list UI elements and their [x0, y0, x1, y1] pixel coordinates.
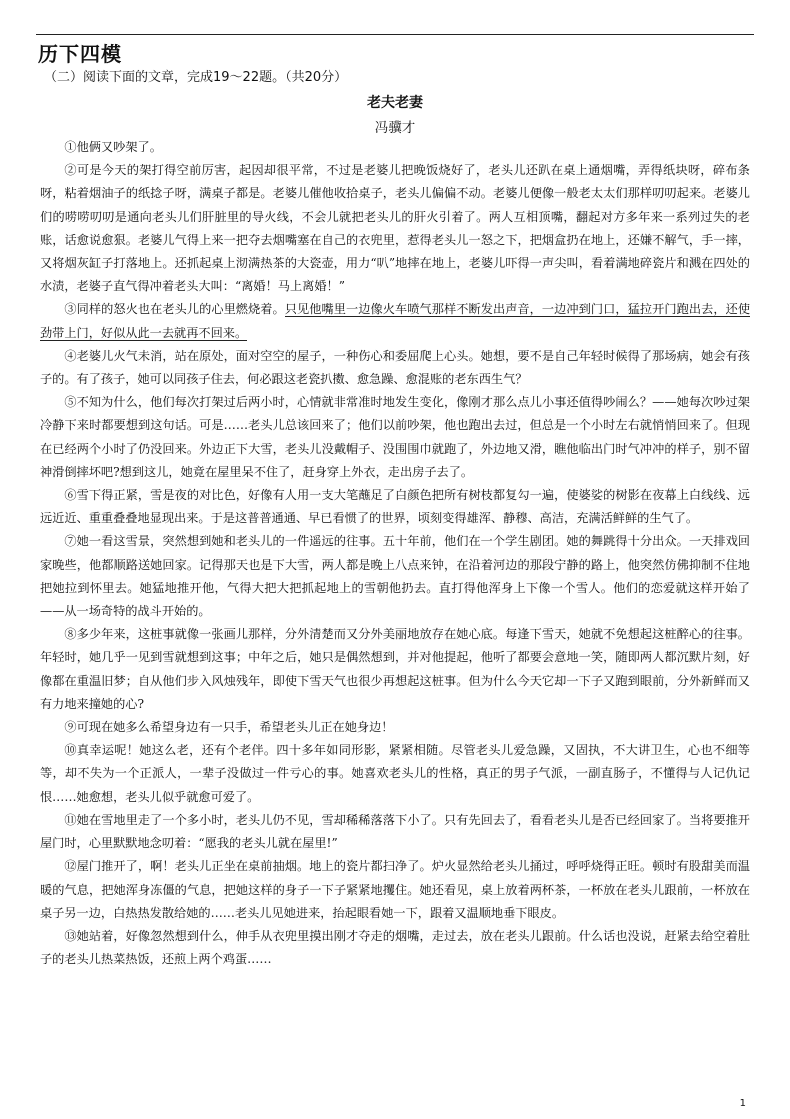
- paragraph-12: ⑫屋门推开了，啊！老头儿正坐在桌前抽烟。地上的瓷片都扫净了。炉火显然给老头儿捅过，呼呼烧得正旺。顿时有股甜美而温暖的气息，把她浑身冻僵的气息，把她这样的身子一下子紧紧地攫住。她还看见，桌上放着两杯茶，一杯放在老头儿跟前，一杯放在桌子另一边，白热热发散给她的……老头儿见她进来，抬起眼看她一下，跟着又温顺地垂下眼皮。: [40, 859, 750, 920]
- paragraph-3: [40, 298, 750, 344]
- paragraph-3-lead: ③同样的怒火也在老头儿的心里燃烧着。: [64, 302, 285, 317]
- exam-header: 历下四模: [38, 42, 122, 66]
- header-rule: [36, 34, 754, 35]
- underlined-sentence: 只见他嘴里一边像火车喷气那样不断发出声音，一边冲到门口，猛拉开门跑出去，还使劲带上门，好似从此一去就再不回来。: [40, 302, 751, 340]
- paragraph-5: ⑤不知为什么，他们每次打架过后两小时，心情就非常准时地发生变化，像刚才那么点儿小事还值得吵闹么？——她每次吵过架冷静下来时都要想到这句话。可是……老头儿总该回来了；他们以前吵架，他也跑出去过，但总是一个小时左右就悄悄回来了。但现在已经两个小时了仍没回来。外边正下大雪，老头儿没戴帽子、没围围巾就跑了，外边地又滑，瞧他临出门时气冲冲的样子，别不留神滑倒摔坏吧?想到这儿，她竟在屋里呆不住了，赶身穿上外衣，走出房子去了。: [40, 395, 750, 479]
- paragraph-2: ②可是今天的架打得空前厉害，起因却很平常，不过是老婆儿把晚饭烧好了，老头儿还趴在桌上通烟嘴，弄得纸块呀，碎布条呀，粘着烟油子的纸捻子呀，满桌子都是。老婆儿催他收拾桌子，老头儿偏偏不动。老婆儿便像一般老太太们那样叨叨起来。老婆儿们的唠唠叨叨是通向老头儿们肝脏里的导火线，不会儿就把老头儿的肝火引着了。两人互相顶嘴，翻起对方多年来一系列过失的老账，话愈说愈狠。老婆儿气得上来一把夺去烟嘴塞在自己的衣兜里，惹得老头儿一怒之下，把烟盒扔在地上，还嫌不解气，手一摔，又将烟灰缸子打落地上。还抓起桌上沏满热茶的大瓷壶，用力“叭”地摔在地上，老婆儿吓得一声尖叫，看着满地碎瓷片和溅在四处的水渍，老婆子直气得冲着老头大叫：“离婚！马上离婚！”: [40, 163, 750, 294]
- paragraph-8: ⑧多少年来，这桩事就像一张画儿那样，分外清楚而又分外美丽地放存在她心底。每逢下雪天，她就不免想起这桩醉心的往事。年轻时，她几乎一见到雪就想到这事；中年之后，她只是偶然想到，并对他提起，他听了都要会意地一笑，随即两人都沉默片刻，好像都在重温旧梦；自从他们步入风烛残年，即使下雪天气也很少再想起这桩事。但为什么今天它却一下子又跑到眼前，分外新鲜而又有力地来撞她的心?: [40, 627, 750, 711]
- paragraph-1: ①他俩又吵架了。: [64, 140, 162, 154]
- paragraph-6: ⑥雪下得正紧，雪是夜的对比色，好像有人用一支大笔蘸足了白颜色把所有树枝都复勾一遍，使婆娑的树影在夜幕上白线线、远远近近、重重叠叠地显现出来。于是这普普通通、早已看惯了的世界，顷刻变得雄浑、静穆、高洁，充满活鲜鲜的生气了。: [40, 488, 750, 526]
- page-number: 1: [739, 1098, 746, 1109]
- question-instructions: （二）阅读下面的文章，完成19～22题。（共20分）: [44, 70, 348, 85]
- article-author: 冯骥才: [374, 120, 416, 136]
- paragraph-7: ⑦她一看这雪景，突然想到她和老头儿的一件遥远的往事。五十年前，他们在一个学生剧团。她的舞跳得十分出众。一天排戏回家晚些，他都顺路送她回家。记得那天也是下大雪，两人都是晚上八点来钟，在沿着河边的那段宁静的路上，他突然仿佛抑制不住地把她拉到怀里去。她猛地推开他，气得大把大把抓起地上的雪朝他扔去。直打得他浑身上下像一个雪人。他们的恋爱就这样开始了——从一场奇特的战斗开始的。: [40, 534, 750, 619]
- paragraph-9: ⑨可现在她多么希望身边有一只手，希望老头儿正在她身边！: [64, 720, 394, 735]
- paragraph-4: ④老婆儿火气未消，站在原处，面对空空的屋子，一种伤心和委屈爬上心头。她想，要不是自己年轻时候得了那场病，她会有孩子的。有了孩子，她可以同孩子住去，何必跟这老瓷扒擞、愈急躁、愈混账的老东西生气？: [40, 348, 750, 387]
- article-title: 老夫老妻: [367, 95, 423, 111]
- article-body: [40, 136, 750, 971]
- paragraph-11: ⑪她在雪地里走了一个多小时，老头儿仍不见，雪却稀稀落落下小了。只有先回去了，看看老头儿是否已经回家了。当将要推开屋门时，心里默默地念叨着：“愿我的老头儿就在屋里!”: [40, 812, 750, 851]
- paragraph-10: ⑩真幸运呢！她这么老，还有个老伴。四十多年如同形影，紧紧相随。尽管老头儿爱急躁，又固执，不大讲卫生，心也不细等等，却不失为一个正派人，一辈子没做过一件亏心的事。她喜欢老头儿的性格，真正的男子气派，一副直肠子，不懂得与人记仇记恨……她愈想，老头儿似乎就愈可爱了。: [40, 743, 750, 804]
- paragraph-13: ⑬她站着，好像忽然想到什么，伸手从衣兜里摸出刚才夺走的烟嘴，走过去，放在老头儿跟前。什么话也没说，赶紧去给空着肚子的老头儿热菜热饭，还煎上两个鸡蛋……: [40, 928, 750, 967]
